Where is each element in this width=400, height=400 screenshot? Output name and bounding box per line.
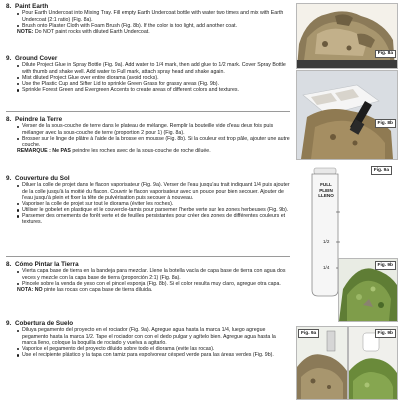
list-item: Utiliser le gobelet en plastique et le couvercle-tamis pour parsemer l'herbe verte sur les zones herbeuses (Fig. 9b). xyxy=(17,207,290,213)
step-list xyxy=(6,123,290,148)
step-heading xyxy=(6,116,290,123)
figures-column xyxy=(292,0,400,400)
list-item: Vierta capa base de tierra en la bandeja para mezclar. Llene la botella vacía de capa base de tierra con agua dos veces y mezcle con la capa base de tierra (proporción 2:1) (Fig. 8a). xyxy=(17,268,290,280)
list-item: Use el recipiente plástico y la tapa con tamiz para espolvorear césped verde para las áreas verdes (Fig. 9b). xyxy=(17,352,290,358)
bottle-label-full-en: FULL xyxy=(320,182,332,187)
list-item: Brush onto Plaster Cloth with Foam Brush (Fig. 8b). If the color is too light, add another coat. xyxy=(17,23,290,29)
step-9-spanish xyxy=(6,320,290,358)
note-text: peindre les roches avec de la sous-couche de roche diluée. xyxy=(72,148,211,155)
figure-label: Fig. 9a xyxy=(298,329,319,338)
terrain-rock-image xyxy=(297,4,397,68)
figure-label: Fig. 9b xyxy=(375,261,396,270)
list-item: Diluer la colle de projet dans le flacon vaporisateur (Fig. 9a). Verser de l'eau jusqu'au trait indiquant 1/4 puis ajouter de la colle jusqu'à la moitié du flacon. Couvrir le flacon vaporisateur avec un pouce pour bien secouer. Ajouter de l'eau jusqu'à plein et fixer la tête de pulvérisation puis secouer à nouveau. xyxy=(17,182,290,200)
figure-8a xyxy=(296,3,398,69)
step-title: Cómo Pintar la Tierra xyxy=(15,261,79,268)
figure-label: Fig. 8a xyxy=(375,50,396,59)
step-9-english xyxy=(6,55,290,93)
step-title: Peindre la Terre xyxy=(15,116,63,123)
step-9-french xyxy=(6,175,290,226)
list-item: Brosser sur le linge de plâtre à l'aide de la brosse en mousse (Fig. 8b). Si la couleur est trop pâle, ajouter une autre couche. xyxy=(17,136,290,148)
step-note xyxy=(6,148,290,154)
step-8-french xyxy=(6,116,290,154)
step-heading xyxy=(6,175,290,182)
step-list xyxy=(6,182,290,225)
foam-brush-tray-image xyxy=(297,71,397,159)
list-item: Parsemer des ornements de forêt verte et de feuilles persistantes pour créer des zones de différentes couleurs et textures. xyxy=(17,213,290,225)
step-title: Couverture du Sol xyxy=(15,175,70,182)
note-label: REMARQUE : Ne PAS xyxy=(17,148,71,155)
step-number: 9. xyxy=(6,320,12,327)
list-item: Sprinkle Forest Green and Evergreen Accents to create areas of different colors and textures. xyxy=(17,87,290,93)
list-item: Use the Plastic Cup and Sifter Lid to sprinkle Green Grass for grassy areas (Fig. 9b). xyxy=(17,81,290,87)
step-number: 8. xyxy=(6,116,12,123)
step-heading xyxy=(6,3,290,10)
figure-8b xyxy=(296,70,398,160)
bottle-label-full-es: LLENO xyxy=(318,193,334,198)
bottle-mark-half: 1/2 xyxy=(323,239,330,244)
figure-9b xyxy=(338,258,398,322)
step-title: Ground Cover xyxy=(15,55,58,62)
bottle-label-full-fr: PLEIN xyxy=(319,187,333,193)
step-number: 9. xyxy=(6,175,12,182)
step-list xyxy=(6,268,290,286)
step-number: 8. xyxy=(6,261,12,268)
note-text: Do NOT paint rocks with diluted Earth Undercoat. xyxy=(34,28,150,35)
step-number: 9. xyxy=(6,55,12,62)
step-title: Paint Earth xyxy=(15,3,49,10)
list-item: Vaporice el pegamento del proyecto diluido sobre todo el diorama (evite las rocas). xyxy=(17,346,290,352)
step-list xyxy=(6,327,290,358)
step-heading xyxy=(6,320,290,327)
figure-9a-bottom xyxy=(296,326,348,400)
step-note xyxy=(6,287,290,293)
list-item: Pour Earth Undercoat into Mixing Tray. Fill empty Earth Undercoat bottle with water two times and mix with Earth Undercoat (2:1 ratio) (Fig. 8a). xyxy=(17,10,290,22)
spraying-terrain-image xyxy=(297,327,347,399)
figure-label: Fig. 8b xyxy=(375,119,396,128)
figure-label: Fig. 9a xyxy=(371,166,392,175)
step-list xyxy=(6,62,290,93)
note-label: NOTA: NO xyxy=(17,286,43,293)
section-divider xyxy=(6,111,290,112)
list-item: Pincele sobre la venda de yeso con el pincel esponja (Fig. 8b). Si el color resulta muy claro, agregue otra capa. xyxy=(17,281,290,287)
step-number: 8. xyxy=(6,3,12,10)
list-item: Verser de la sous-couche de terre dans le plateau de mélange. Remplir la bouteille vide d'eau deux fois puis mélanger avec la sous-couche de terre (proportion 2 pour 1) (Fig. 8a). xyxy=(17,123,290,135)
list-item: Vaporiser la colle de projet sur tout le diorama (éviter les roches). xyxy=(17,201,290,207)
step-title: Cobertura de Suelo xyxy=(15,320,74,327)
figure-label: Fig. 9b xyxy=(375,329,396,338)
step-heading xyxy=(6,55,290,62)
step-list xyxy=(6,10,290,28)
figure-9b-bottom xyxy=(348,326,398,400)
list-item: Mist diluted Project Glue over entire diorama (avoid rocks). xyxy=(17,75,290,81)
note-text: pinte las rocas con capa base de tierra diluida. xyxy=(44,286,153,293)
step-note xyxy=(6,29,290,35)
list-item: Dilute Project Glue in Spray Bottle (Fig. 9a). Add water to 1/4 mark, then add glue to 1/2 mark. Cover Spray Bottle with thumb and shake well. Add water to Full mark, attach spray head and shake again. xyxy=(17,62,290,74)
step-heading xyxy=(6,261,290,268)
section-divider xyxy=(6,256,290,257)
step-8-spanish xyxy=(6,261,290,293)
step-8-english xyxy=(6,3,290,35)
note-label: NOTE: xyxy=(17,28,34,35)
bottle-mark-quarter: 1/4 xyxy=(323,265,330,270)
sifting-grass-image xyxy=(349,327,397,399)
list-item: Diluya pegamento del proyecto en el rociador (Fig. 9a). Agregue agua hasta la marca 1/4, luego agregue pegamento hasta la marca 1/2. Tape el rociador con con el dedo pulgar y agítelo bien. Agregue agua hasta la marca lleno, coloque la boquilla de rociado y vuelva a agitarlo. xyxy=(17,327,290,345)
